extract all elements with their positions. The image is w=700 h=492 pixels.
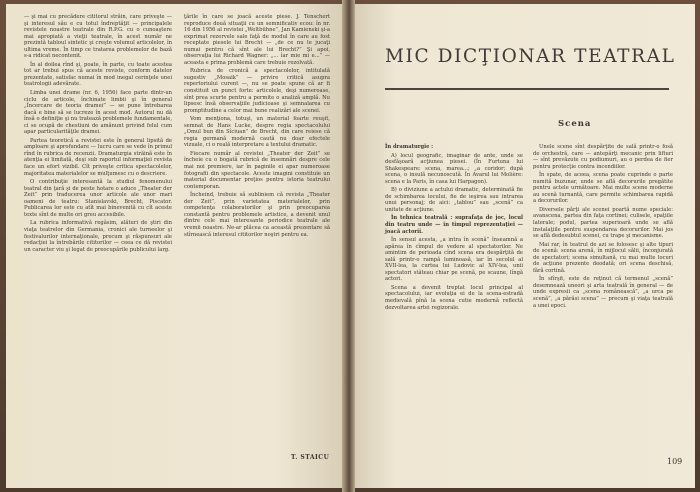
paragraph: B) o diviziune a actului dramatic, determinată fie de schimbarea locului, fie de ieşirea sau intrarea unui personaj; de aici: „tablou” sau „scenă” ca unitate de acţiune.	[385, 187, 523, 213]
paragraph: În sfîrşit, este de reţinut că termenul „scenă” desemnează uneori şi arta teatrală în general — de unde expresii ca „scena românească”, „a urca pe scenă”, „a părăsi scena” — precum şi viaţa teatrală a unei epoci.	[533, 276, 673, 309]
section-title: Scena	[558, 119, 592, 129]
paragraph: Diversele părţi ale scenei poartă nume speciale: avanscena, partea din faţa cortinei; culisele, spaţiile laterale; podul, partea superioară unde se află instalaţiile pentru suspendarea decorurilor. Mai jos se află dedesubtul scenei, cu trape şi mecanisme.	[533, 206, 673, 240]
paragraph: Vom menţiona, totuşi, un material foarte reuşit, semnat de Hans Lucke, despre regia spectacolului „Omul bun din Sîciuan” de Brecht, din care reiese că regia germană modernă caută nu doar efectele vizuale, ci o reală interpretare a textului dramatic.	[184, 116, 330, 149]
left-page	[6, 4, 342, 488]
paragraph: Scena a devenit treptat locul principal al spectacolului, iar evoluţia ei de la scena-estradă medievală pînă la scena cutie modernă reflectă dezvoltarea artei regizorale.	[385, 284, 523, 311]
paragraph: În tehnica teatrală : suprafaţa de joc, locul din teatru unde — în timpul reprezentaţiei — joacă actorii.	[385, 215, 523, 235]
paragraph: În spate, de aceea, scena poate cuprinde o parte numită buzunar, unde se află decorurile pregătite pentru actele următoare. Mai multe scene moderne au scenă turnantă, care permite schimbarea rapidă a decorurilor.	[533, 172, 673, 205]
page-number: 109	[667, 457, 683, 466]
left-column-2	[184, 14, 330, 450]
paragraph: Mai rar, în teatrul de azi se folosesc şi alte tipuri de scenă: scena arenă, în mijlocul sălii, înconjurată de spectatori; scena simultană, cu mai multe locuri de acţiune prezente deodată; ori scena deschisă, fără cortină.	[533, 241, 673, 274]
paragraph: O contribuţie interesantă la studiul fenomenului teatral din ţară şi de peste hotare o aduce „Theater der Zeit” prin traducerea unor articole ale unor mari oameni de teatru: Stanislavski, Brecht, Piscator. Publicarea lor este cu atît mai binevenită cu cît aceste texte sînt de multe ori greu accesibile.	[24, 179, 172, 218]
paragraph: Unele scene sînt despărţite de sală printr-o fosă de orchestră, care — antepărţi mecanic prin lifturi — sînt prevăzute cu podiumuri, au o perdea de fier pentru protecţie contra incendiilor.	[533, 144, 673, 170]
paragraph: Limba unei drame (nr. 6, 1956) face parte dintr-un ciclu de articole, închinate limbii şi în general „Încercare de teoria dramei” — se pune întrebarea dacă e bine să se lucreze în acest mod. Autorul nu dă însă o definiţie şi nu tratează problemele fundamentale, ci se ocupă de chestiuni de amănunt privind felul cum apar particularităţile dramei.	[24, 90, 172, 136]
right-column-2	[533, 144, 673, 452]
paragraph: În al doilea rînd şi, poate, în parte, cu toate acestea tot ar trebui spus că aceste reviste, conform datelor prezentate, satisfac numai în mod inegal cerinţele unei teatrologii adevărate.	[24, 61, 172, 88]
dictionary-title: MIC DICŢIONAR TEATRAL	[385, 46, 676, 67]
article-author: T. STAICU	[291, 454, 330, 461]
paragraph: — şi mai cu precădere cititorul străin, care priveşte — şi interesul său e cu totul îndreptăţit — principalele revistele noastre teatrale din R.P.G. cu o cunoaştere mai apropiată a vieţii teatrale, în acest număr ne prezintă tabloul sintetic şi creşte volumul articolelor, în ultima vreme. În timp ce tratarea problemelor de bază s-a ridicat necontenit.	[24, 14, 172, 60]
right-column-1	[385, 144, 523, 454]
paragraph: ţările în care se joacă aceste piese. J. Tenschert reproduce două situaţii cu un semnificativ ecou: în nr. 16 din 1956 al revistei „Weltbühne”, Jan Kamienski şi-a exprimat rezervele sale faţă de modul în care au fost receptate piesele lui Brecht — „de ce nu le jucaţi numai pentru că sînt ale lui Brecht?” Şi apoi, observaţia lui Richard Wagner: „... îar mie mi e...” — aceasta e prima problemă care trebuie rezolvată.	[184, 14, 330, 66]
paragraph: Încheind, trebuie să subliniem că revista „Theater der Zeit”, prin varietatea materialelor, prin competenţa colaboratorilor şi prin preocuparea constantă pentru problemele artistice, a devenit unul dintre cele mai interesante periodice teatrale ale vremii noastre. Ne-ar plăcea ca această prezentare să stîrnească interesul cititorilor noştri pentru ea.	[184, 192, 330, 238]
left-column-1	[24, 14, 172, 476]
subheading: În dramaturgie :	[385, 144, 434, 150]
paragraph: Fiecare număr al revistei „Theater der Zeit” se încheie cu o bogată rubrică de însemnări despre cele mai noi premiere, iar în paginile ei apar numeroase fotografii din spectacole. Aceste imagini constituie un material documentar preţios pentru istoria teatrului contemporan.	[184, 150, 330, 190]
paragraph: Partea teoretică a revistei este în general lipsită de amploare şi aprofundare — lucru care se vede în primul rînd în rubrica de recenzii. Dramaturgia străină este în atenţia ei limitată, deşi sub raportul informaţiei revista face un efort vizibil. Cît priveşte critica spectacolelor, majoritatea materialelor se mulţumesc cu o descriere.	[24, 137, 172, 177]
paragraph: În sensul acesta, „a intra în scenă” înseamnă a apărea în cîmpul de vedere al spectatorilor. Ne amintim de perioada cînd scena era despărţită de sală printr-o rampă luminoasă, iar în secolul al XVII-lea, la curtea lui Ludovic al XIV-lea, unii spectatori stăteau chiar pe scenă, pe scaune, lîngă actori.	[385, 237, 523, 283]
paragraph: La rubrica informativă regăsim, alături de ştiri din viaţa teatrelor din Germania, cronici ale turneelor şi festivalurilor internaţionale, precum şi răspunsuri ale redacţiei la întrebările cititorilor — ceea ce dă revistei un caracter viu şi legat de preocupările publicului larg.	[24, 220, 172, 253]
book-gutter	[342, 0, 355, 492]
right-page	[355, 4, 695, 488]
paragraph: A) locul geografic, imaginar de ante, unde se desfăşoară acţiunea piesei. (În Furtuna lui Shakespeare: scena, marea...; „a coridor; după scena, o insulă necunoscută. În Avarul lui Molière: scena e la Paris, în casa lui Harpagon).	[385, 152, 523, 185]
paragraph: Rubrica de cronică a spectacolelor, intitulată sugestiv „Mosaik” — privire critică asupra repertoriului curent —, nu se poate spune că ar fi constituit un punct forte: articolele, deşi numeroase, sînt prea scurte pentru a permite o analiză amplă. Nu lipsesc însă observaţiile judicioase şi semnalarea cu promptitudine a celor mai bune realizări ale scenei.	[184, 68, 330, 114]
title-rule	[385, 88, 669, 90]
